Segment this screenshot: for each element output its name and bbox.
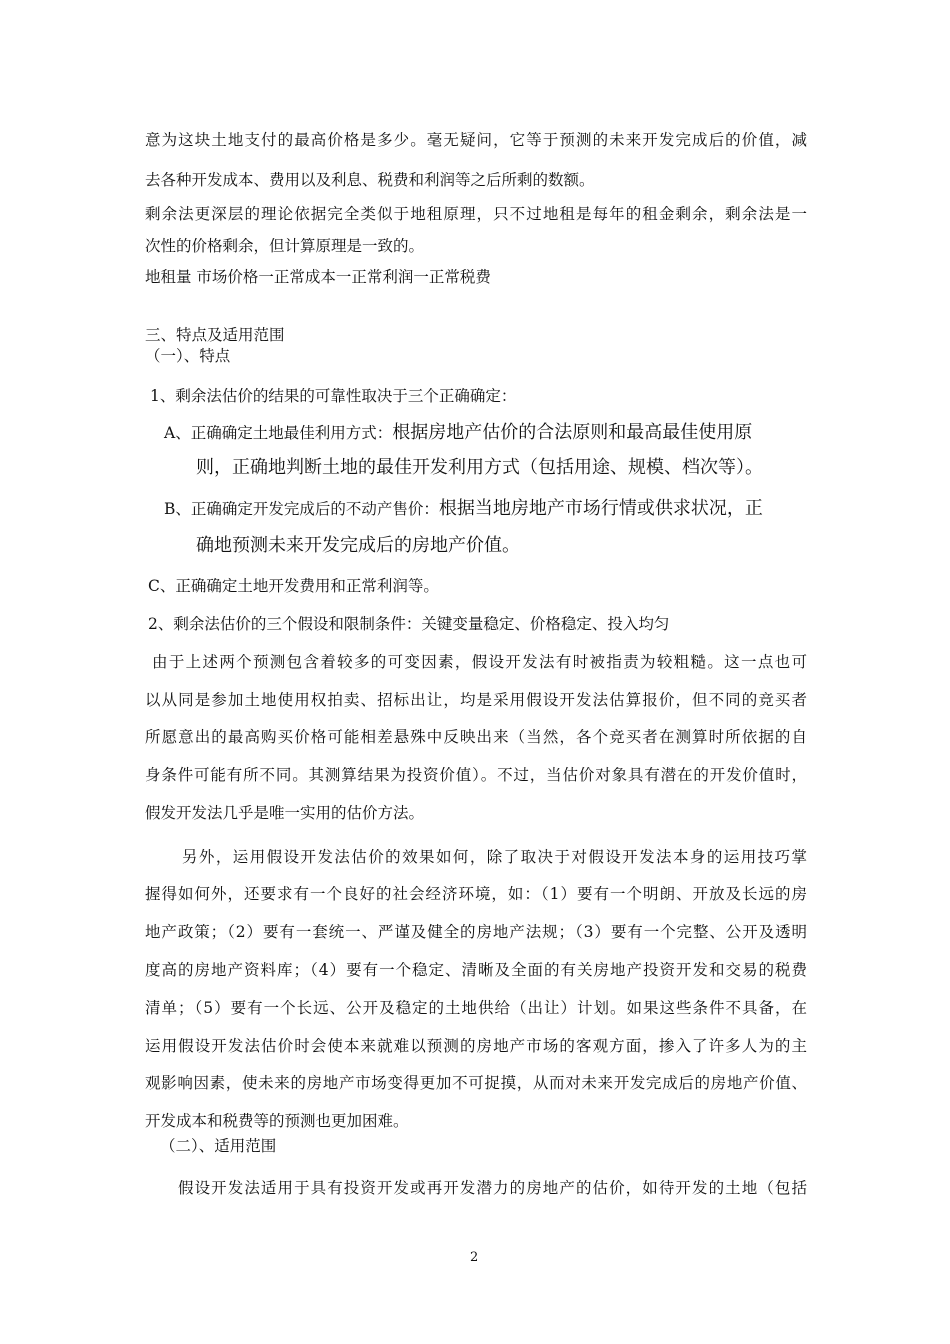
subsection-heading: （一）、特点 (145, 347, 231, 365)
paragraph-line: 地产政策；（2）要有一套统一、严谨及健全的房地产法规；（3）要有一个完整、公开及透明 (145, 923, 807, 941)
paragraph-line: 以从同是参加土地使用权拍卖、招标出让，均是采用假设开发法估算报价，但不同的竞买者 (145, 691, 807, 709)
list-item-a-text: 根据房地产估价的合法原则和最高最佳使用原 (392, 422, 753, 443)
list-item-b (164, 499, 763, 519)
paragraph-line: 握得如何外，还要求有一个良好的社会经济环境，如：（1）要有一个明朗、开放及长远的房 (145, 885, 807, 903)
paragraph-line: 次性的价格剩余，但计算原理是一致的。 (145, 237, 425, 255)
paragraph-line: 所愿意出的最高购买价格可能相差悬殊中反映出来（当然，各个竞买者在测算时所依据的自 (145, 728, 807, 746)
paragraph-line: 运用假设开发法估价时会使本来就难以预测的房地产市场的客观方面，掺入了许多人为的主 (145, 1037, 807, 1055)
list-item: 1、剩余法估价的结果的可靠性取决于三个正确确定： (150, 387, 517, 405)
paragraph-line: 则，正确地判断土地的最佳开发利用方式（包括用途、规模、档次等）。 (196, 457, 763, 478)
paragraph-line: 由于上述两个预测包含着较多的可变因素，假设开发法有时被指责为较粗糙。这一点也可 (152, 653, 807, 671)
list-item: 2、剩余法估价的三个假设和限制条件：关键变量稳定、价格稳定、投入均匀 (148, 615, 670, 633)
paragraph-line: 开发成本和税费等的预测也更加困难。 (145, 1112, 409, 1130)
paragraph-line: 清单；（5）要有一个长远、公开及稳定的土地供给（出让）计划。如果这些条件不具备，在 (145, 999, 807, 1017)
list-item-c: C、正确确定土地开发费用和正常利润等。 (148, 577, 439, 595)
paragraph-line: 剩余法更深层的理论依据完全类似于地租原理，只不过地租是每年的租金剩余，剩余法是一 (145, 205, 807, 223)
list-item-a-label: A、正确确定土地最佳利用方式： (164, 424, 393, 442)
paragraph-line: 意为这块土地支付的最高价格是多少。毫无疑问，它等于预测的未来开发完成后的价值，减 (145, 131, 807, 149)
list-item-a (164, 423, 752, 443)
subsection-heading: （二）、适用范围 (160, 1137, 277, 1155)
paragraph-line: 假设开发法适用于具有投资开发或再开发潜力的房地产的估价，如待开发的土地（包括 (178, 1179, 807, 1197)
paragraph-line: 假发开发法几乎是唯一实用的估价方法。 (145, 804, 425, 822)
paragraph-line: 观影响因素，使未来的房地产市场变得更加不可捉摸，从而对未来开发完成后的房地产价值、 (145, 1074, 807, 1092)
formula-line: 地租量 市场价格一正常成本一正常利润一正常税费 (145, 268, 491, 286)
page-number: 2 (470, 1250, 479, 1265)
section-heading: 三、特点及适用范围 (145, 326, 285, 344)
paragraph-line: 度高的房地产资料库；（4）要有一个稳定、清晰及全面的有关房地产投资开发和交易的税费 (145, 961, 807, 979)
paragraph-line: 确地预测未来开发完成后的房地产价值。 (196, 535, 520, 556)
list-item-b-text: 根据当地房地产市场行情或供求状况，正 (438, 498, 763, 519)
list-item-b-label: B、正确确定开发完成后的不动产售价： (164, 500, 439, 518)
paragraph-line: 另外，运用假设开发法估价的效果如何，除了取决于对假设开发法本身的运用技巧掌 (182, 848, 807, 866)
paragraph-line: 身条件可能有所不同。其测算结果为投资价值）。不过，当估价对象具有潜在的开发价值时， (145, 766, 807, 784)
paragraph-line: 去各种开发成本、费用以及利息、税费和利润等之后所剩的数额。 (145, 171, 595, 189)
